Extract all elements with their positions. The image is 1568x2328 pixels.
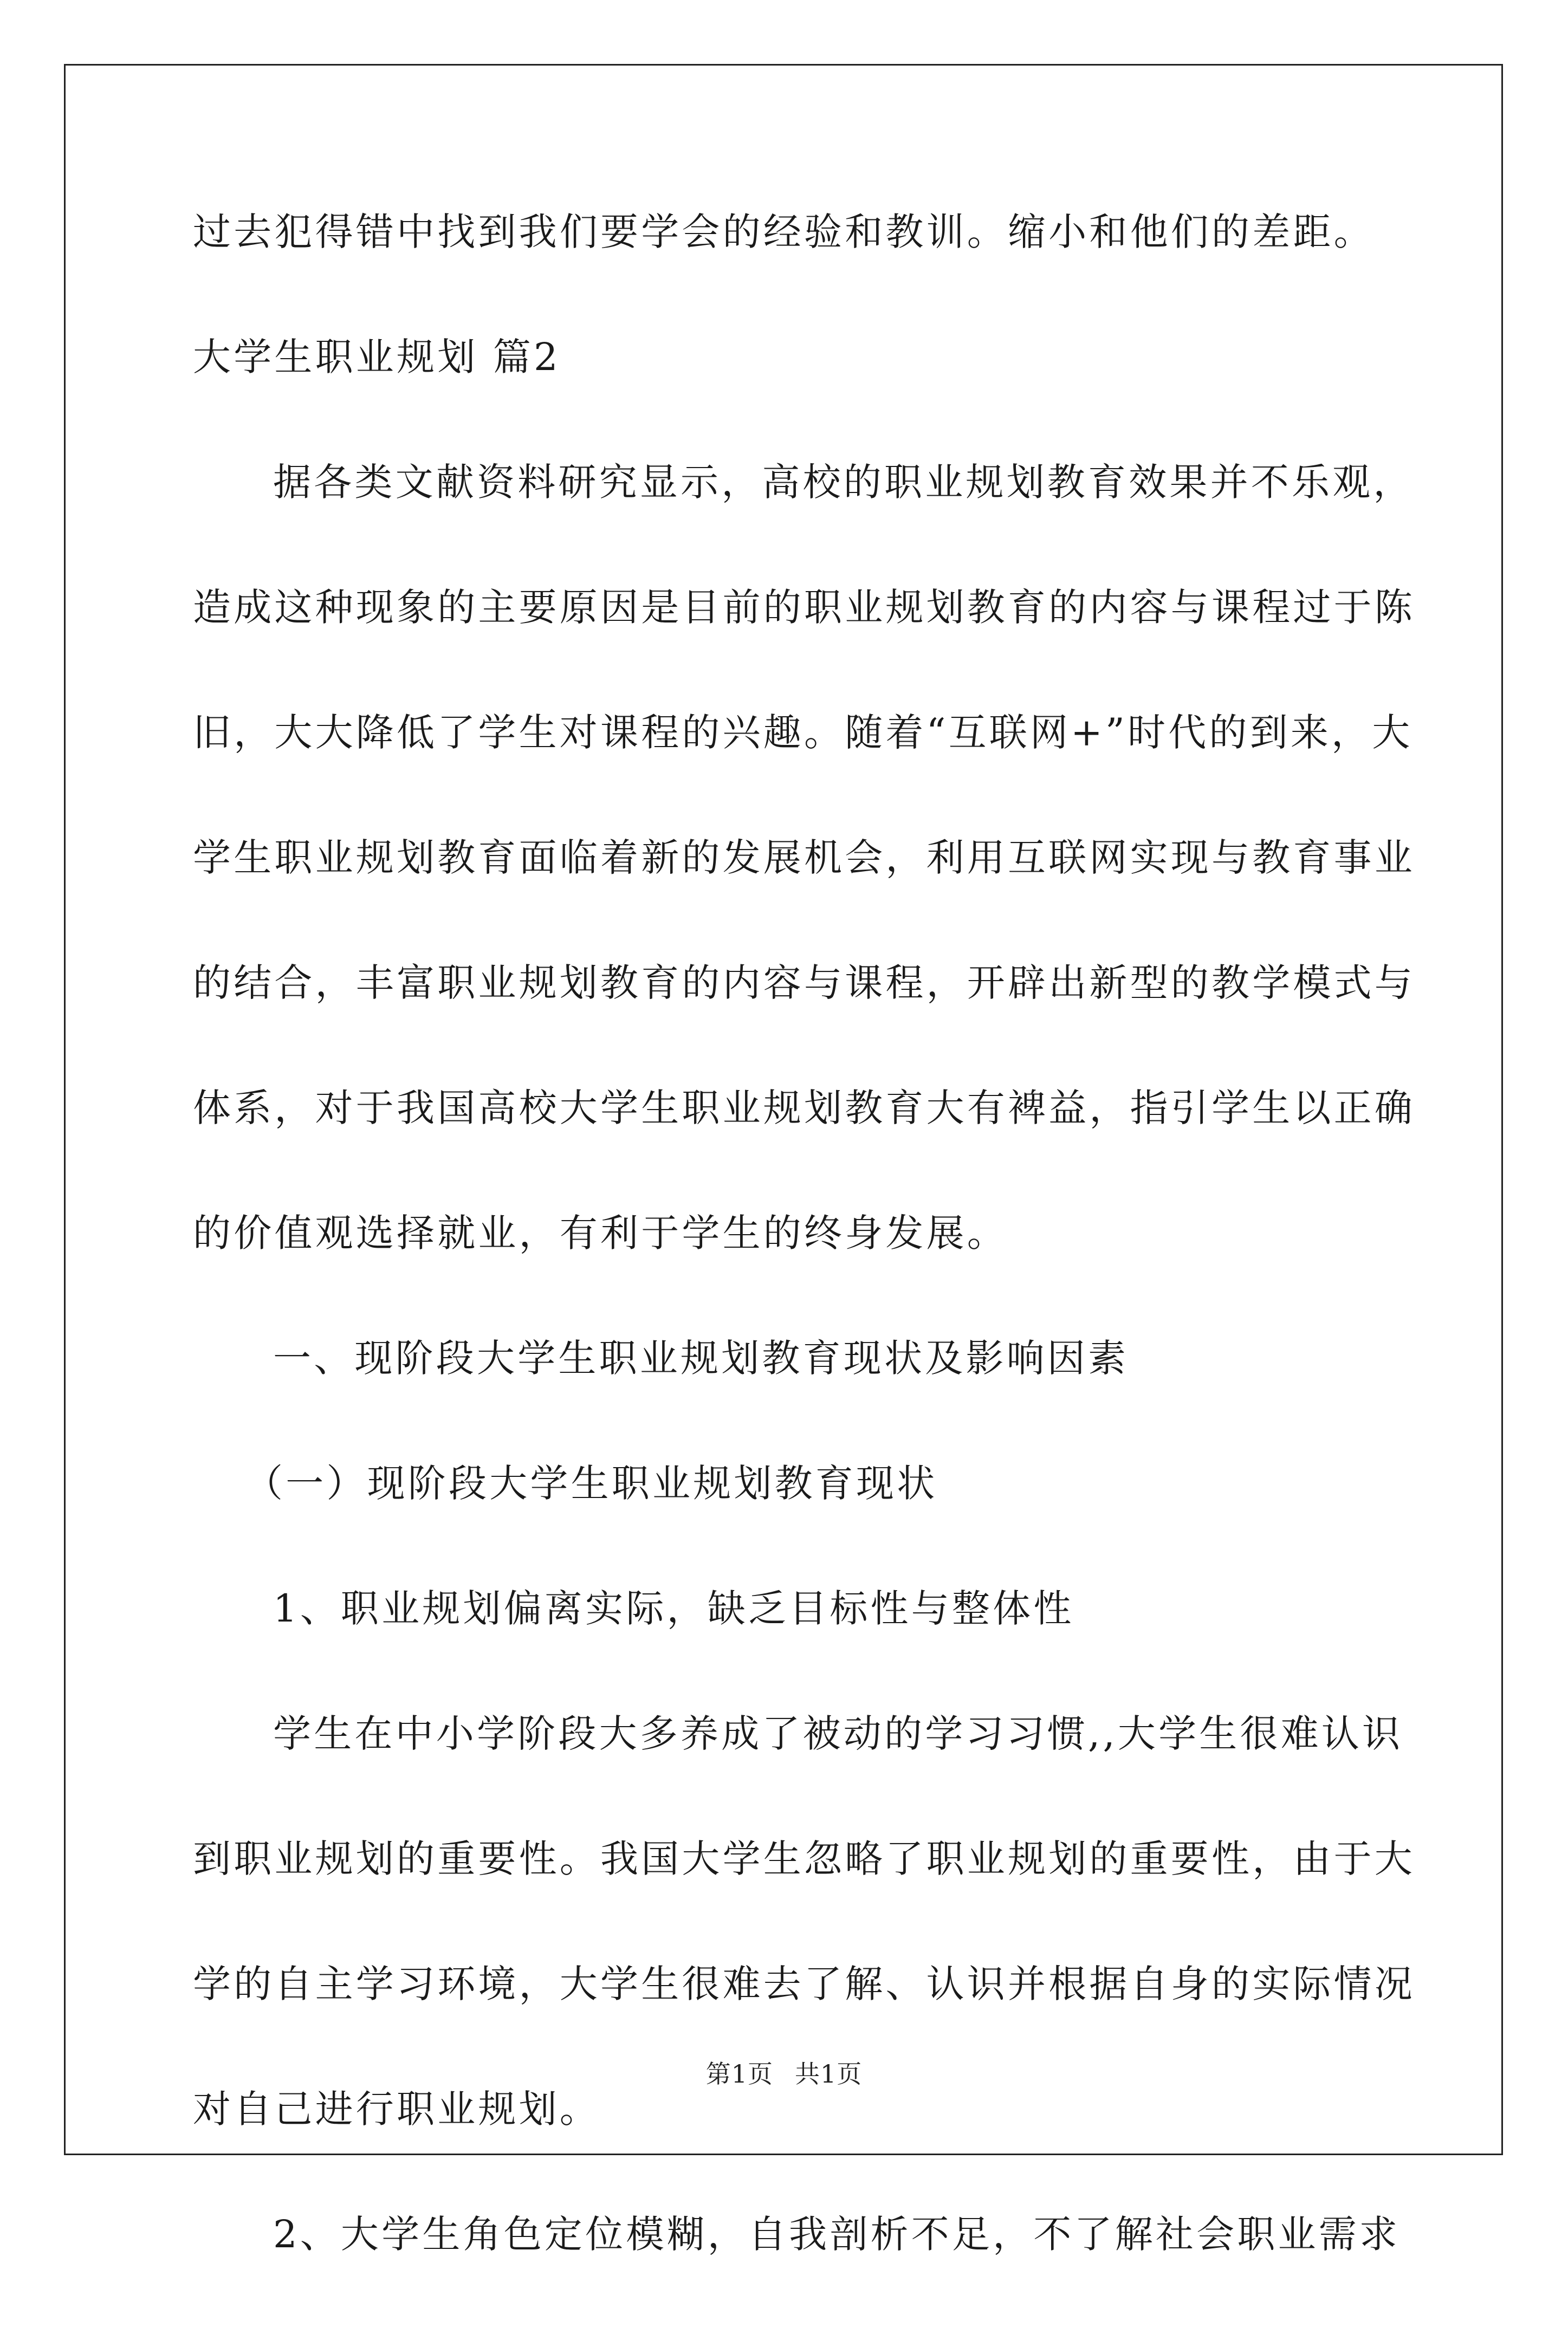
paragraph-line: 的价值观选择就业，有利于学生的终身发展。 xyxy=(193,1211,1008,1255)
page-number-current: 第1页 xyxy=(705,2059,773,2089)
paragraph-line: 体系，对于我国高校大学生职业规划教育大有裨益，指引学生以正确 xyxy=(193,1086,1415,1130)
section-heading: 大学生职业规划 篇2 xyxy=(193,335,561,379)
paragraph-line: 学生职业规划教育面临着新的发展机会，利用互联网实现与教育事业 xyxy=(193,835,1415,880)
paragraph-line: 到职业规划的重要性。我国大学生忽略了职业规划的重要性，由于大 xyxy=(193,1837,1415,1881)
subheading-level-1: 一、现阶段大学生职业规划教育现状及影响因素 xyxy=(273,1336,1129,1380)
subheading-level-3: 2、大学生角色定位模糊，自我剖析不足，不了解社会职业需求 xyxy=(273,2212,1401,2256)
paragraph-line: 过去犯得错中找到我们要学会的经验和教训。缩小和他们的差距。 xyxy=(193,210,1375,254)
subheading-level-2: （一）现阶段大学生职业规划教育现状 xyxy=(245,1461,938,1506)
subheading-level-3: 1、职业规划偏离实际，缺乏目标性与整体性 xyxy=(273,1586,1074,1631)
document-body xyxy=(193,200,1415,2328)
paragraph-line: 据各类文献资料研究显示，高校的职业规划教育效果并不乐观， xyxy=(273,460,1414,504)
paragraph-line: 造成这种现象的主要原因是目前的职业规划教育的内容与课程过于陈 xyxy=(193,585,1415,630)
paragraph-line: 旧，大大降低了学生对课程的兴趣。随着“互联网+”时代的到来，大 xyxy=(193,710,1413,755)
paragraph-line: 学生在中小学阶段大多养成了被动的学习习惯,,大学生很难认识 xyxy=(273,1711,1403,1756)
page-footer xyxy=(0,2058,1568,2090)
paragraph-line: 的结合，丰富职业规划教育的内容与课程，开辟出新型的教学模式与 xyxy=(193,961,1415,1005)
paragraph-line: 对自己进行职业规划。 xyxy=(193,2087,600,2131)
page-number-total: 共1页 xyxy=(795,2059,863,2089)
paragraph-line: 学的自主学习环境，大学生很难去了解、认识并根据自身的实际情况 xyxy=(193,1962,1415,2006)
